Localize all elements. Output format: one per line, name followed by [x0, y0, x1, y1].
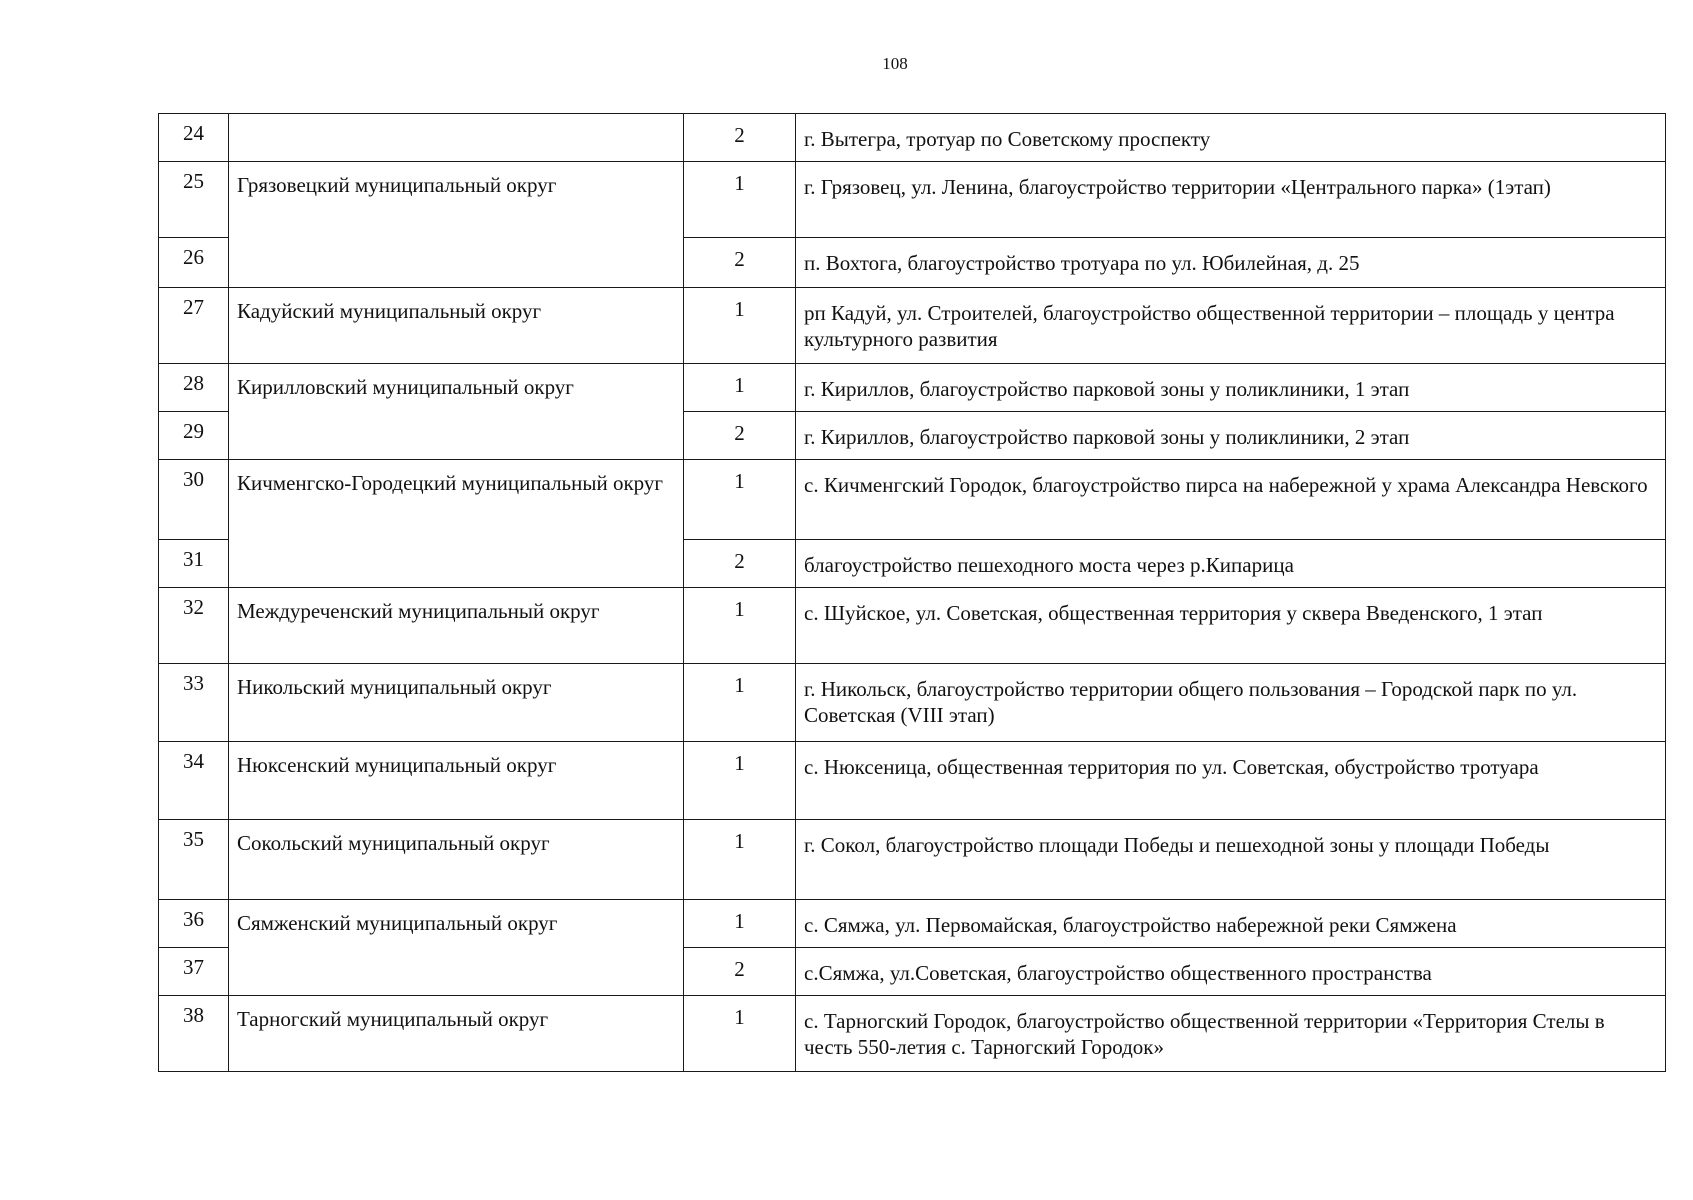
page-number: 108: [882, 54, 908, 73]
district-name: Нюксенский муниципальный округ: [229, 742, 684, 820]
district-name: Кирилловский муниципальный округ: [229, 364, 684, 460]
district-name: Тарногский муниципальный округ: [229, 996, 684, 1072]
stage-number: 1: [684, 664, 796, 742]
district-name: Никольский муниципальный округ: [229, 664, 684, 742]
table-row: [159, 364, 1666, 412]
row-number: 31: [159, 540, 229, 588]
project-description: с. Сямжа, ул. Первомайская, благоустройство набережной реки Сямжена: [796, 900, 1666, 948]
project-description: г. Кириллов, благоустройство парковой зоны у поликлиники, 1 этап: [796, 364, 1666, 412]
stage-number: 1: [684, 742, 796, 820]
table-row: [159, 288, 1666, 364]
project-description: г. Вытегра, тротуар по Советскому проспекту: [796, 114, 1666, 162]
row-number: 33: [159, 664, 229, 742]
stage-number: 1: [684, 288, 796, 364]
project-description: с.Сямжа, ул.Советская, благоустройство общественного пространства: [796, 948, 1666, 996]
project-description: г. Грязовец, ул. Ленина, благоустройство территории «Центрального парка» (1этап): [796, 162, 1666, 238]
project-description: г. Никольск, благоустройство территории общего пользования – Городской парк по ул. Советская (VIII этап): [796, 664, 1666, 742]
table-row: [159, 162, 1666, 238]
table-row: [159, 742, 1666, 820]
project-description: с. Нюксеница, общественная территория по ул. Советская, обустройство тротуара: [796, 742, 1666, 820]
stage-number: 1: [684, 900, 796, 948]
stage-number: 1: [684, 162, 796, 238]
row-number: 27: [159, 288, 229, 364]
row-number: 29: [159, 412, 229, 460]
district-name: Сокольский муниципальный округ: [229, 820, 684, 900]
table-row: [159, 588, 1666, 664]
stage-number: 2: [684, 114, 796, 162]
project-description: благоустройство пешеходного моста через р.Кипарица: [796, 540, 1666, 588]
stage-number: 1: [684, 364, 796, 412]
district-name: Кадуйский муниципальный округ: [229, 288, 684, 364]
row-number: 37: [159, 948, 229, 996]
project-description: г. Сокол, благоустройство площади Победы и пешеходной зоны у площади Победы: [796, 820, 1666, 900]
row-number: 32: [159, 588, 229, 664]
table-row: [159, 820, 1666, 900]
row-number: 35: [159, 820, 229, 900]
stage-number: 1: [684, 820, 796, 900]
project-description: п. Вохтога, благоустройство тротуара по ул. Юбилейная, д. 25: [796, 238, 1666, 288]
stage-number: 2: [684, 540, 796, 588]
district-name: Кичменгско-Городецкий муниципальный округ: [229, 460, 684, 588]
project-description: с. Шуйское, ул. Советская, общественная территория у сквера Введенского, 1 этап: [796, 588, 1666, 664]
project-description: с. Кичменгский Городок, благоустройство пирса на набережной у храма Александра Невского: [796, 460, 1666, 540]
district-name: Междуреченский муниципальный округ: [229, 588, 684, 664]
stage-number: 1: [684, 996, 796, 1072]
row-number: 34: [159, 742, 229, 820]
table-row: [159, 114, 1666, 162]
row-number: 24: [159, 114, 229, 162]
table-row: [159, 996, 1666, 1072]
project-description: г. Кириллов, благоустройство парковой зоны у поликлиники, 2 этап: [796, 412, 1666, 460]
stage-number: 2: [684, 948, 796, 996]
table-row: [159, 664, 1666, 742]
row-number: 30: [159, 460, 229, 540]
table-row: [159, 900, 1666, 948]
table-row: [159, 460, 1666, 540]
project-description: рп Кадуй, ул. Строителей, благоустройство общественной территории – площадь у центра культурного развития: [796, 288, 1666, 364]
row-number: 28: [159, 364, 229, 412]
stage-number: 2: [684, 238, 796, 288]
row-number: 36: [159, 900, 229, 948]
row-number: 25: [159, 162, 229, 238]
district-name: [229, 114, 684, 162]
district-name: Грязовецкий муниципальный округ: [229, 162, 684, 288]
projects-table: [158, 113, 1666, 1072]
stage-number: 2: [684, 412, 796, 460]
row-number: 26: [159, 238, 229, 288]
district-name: Сямженский муниципальный округ: [229, 900, 684, 996]
stage-number: 1: [684, 588, 796, 664]
project-description: с. Тарногский Городок, благоустройство общественной территории «Территория Стелы в честь 550-летия с. Тарногский Городок»: [796, 996, 1666, 1072]
row-number: 38: [159, 996, 229, 1072]
stage-number: 1: [684, 460, 796, 540]
